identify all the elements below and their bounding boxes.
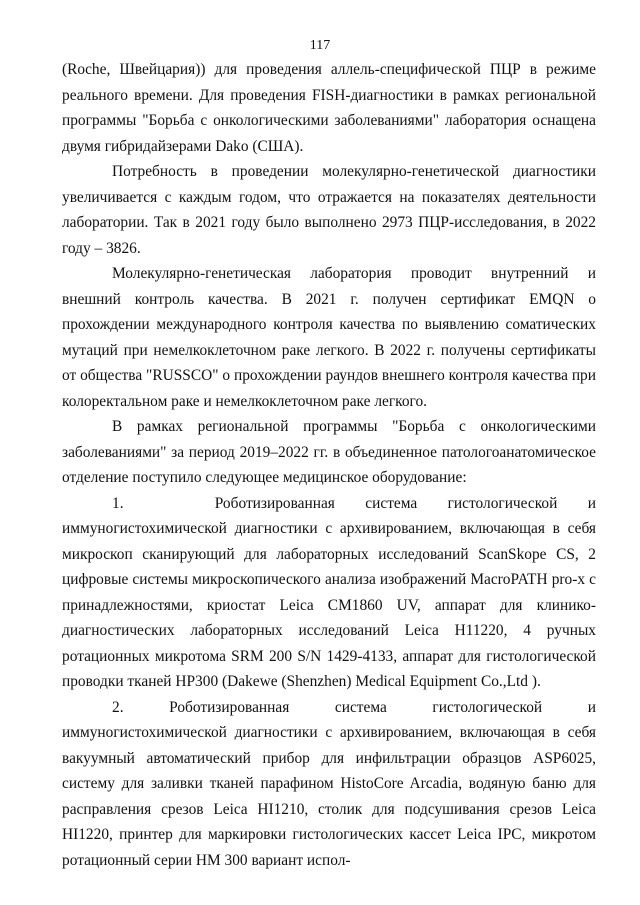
paragraph-continuation: (Roche, Швейцария)) для проведения аллель-специфической ПЦР в режиме реального времени. Для проведения FISH-диагностики в рамках региональной программы "Борьба с онкологическими заболеваниями" лаборатория оснащена двумя гибридайзерами Dako (США). — [62, 61, 596, 155]
paragraph-pcr-demand: Потребность в проведении молекулярно-генетической диагностики увеличивается с каждым годом, что отражается на показателях деятельности лаборатории. Так в 2021 году было выполнено 2973 ПЦР-исследования, в 2022 году – 3826. — [62, 163, 596, 257]
page-number: 117 — [309, 38, 331, 53]
document-body — [62, 57, 596, 873]
paragraph-quality-control: Молекулярно-генетическая лаборатория проводит внутренний и внешний контроль качества. В 2021 г. получен сертификат EMQN о прохождении международного контроля качества по выявлению соматических мутаций при немелкоклеточном раке легкого. В 2022 г. получены сертификаты от общества "RUSSCO" о прохождении раундов внешнего контроля качества при колоректальном раке и немелкоклеточном раке легкого. — [62, 265, 596, 410]
equipment-item-2: 2. Роботизированная система гистологической и иммуногистохимической диагностики с архивированием, включающая в себя вакуумный автоматический прибор для инфильтрации образцов ASP6025, систему для заливки тканей парафином HistoCore Arcadia, водяную баню для расправления срезов Leica HI1210, столик для подсушивания срезов Leica HI1220, принтер для маркировки гистологических кассет Leica IPC, микротом ротационный серии HM 300 вариант испол- — [62, 698, 596, 869]
paragraph-equipment-intro: В рамках региональной программы "Борьба с онкологическими заболеваниями" за период 2019–2022 гг. в объединенное патологоанатомическое отделение поступило следующее медицинское оборудование: — [62, 418, 596, 486]
equipment-item-1: 1. Роботизированная система гистологической и иммуногистохимической диагностики с архивированием, включающая в себя микроскоп сканирующий для лабораторных исследований ScanSkope CS, 2 цифровые системы микроскопического анализа изображений MacroPATH pro-x с принадлежностями, криостат Leica CM1860 UV, аппарат для клинико-диагностических лабораторных исследований Leica H11220, 4 ручных ротационных микротома SRM 200 S/N 1429-4133, аппарат для гистологической проводки тканей HP300 (Dakewe (Shenzhen) Medical Equipment Co.,Ltd ). — [62, 494, 596, 690]
